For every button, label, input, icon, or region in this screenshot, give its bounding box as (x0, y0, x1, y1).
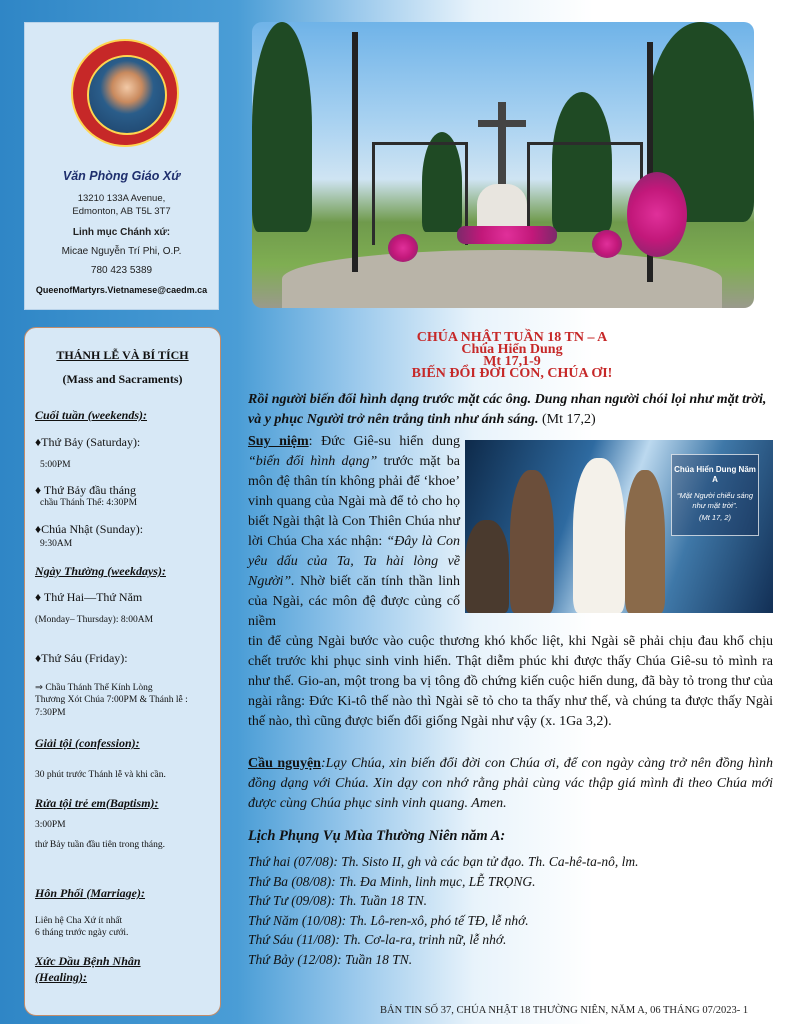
liturgy-text: : Tuần 18 TN. (337, 951, 413, 967)
liturgy-item (248, 911, 773, 931)
liturgy-text: : Th. Sisto II, gh và các bạn tử đạo. Th. Ca-hê-ta-nô, lm. (333, 854, 639, 869)
prayer-paragraph (248, 754, 773, 814)
weekend-heading: Cuối tuần (weekends): (35, 408, 148, 422)
mon-thu-label: ♦ Thứ Hai—Thứ Năm (35, 590, 143, 604)
mon-thu-time: (Monday– Thursday): 8:00AM (35, 615, 154, 625)
article-title-line1: CHÚA NHẬT TUẦN 18 TN – A (416, 330, 608, 345)
transfiguration-image (465, 440, 773, 613)
lead-quote-ref: (Mt 17,2) (542, 412, 596, 427)
liturgy-day: Thứ Bảy (12/08) (248, 951, 338, 967)
lead-quote-text: Rồi người biến đổi hình dạng trước mặt các ông. Dung nhan người chói lọi như mặt trời, và y phục Người trở nên trắng tinh như ánh sáng. (248, 392, 767, 427)
liturgy-day: Thứ hai (07/08) (248, 854, 334, 869)
marriage-heading: Hôn Phối (Marriage): (35, 886, 146, 900)
liturgy-day: Thứ Năm (10/08) (248, 912, 342, 928)
sunday-label: ♦Chúa Nhật (Sunday): (35, 522, 144, 536)
reflection-part1: : Đức Giê-su hiển dung (308, 434, 460, 449)
phone-number: 780 423 5389 (90, 265, 153, 276)
address-line-2: Edmonton, AB T5L 3T7 (72, 206, 171, 217)
weekday-heading: Ngày Thường (weekdays): (35, 564, 166, 578)
reflection-part2: trước mặt ba môn đệ thân tín không phải để ‘khoe’ vinh quang của Ngài mà để tỏ cho họ biết Ngài thật là Con Thiên Chúa như lời Chúa Cha xác nhận: (248, 454, 460, 549)
baptism-time: 3:00PM (35, 820, 66, 830)
liturgy-item (248, 852, 773, 872)
lead-quote (248, 390, 773, 430)
parish-info-card (24, 22, 219, 310)
article-title-line2: Chúa Hiển Dung (461, 342, 563, 357)
liturgy-day: Thứ Ba (08/08) (248, 873, 332, 889)
liturgy-text: : Th. Đa Minh, linh mục, LỄ TRỌNG. (331, 873, 536, 889)
healing-heading-line2: (Healing): (35, 970, 87, 984)
reflection-body: tin để củng Ngài bước vào cuộc thương khó khốc liệt, khi Ngài sẽ phải chịu đau khổ chịu chết trước khi phục sinh vinh hiển. Thật diễm phúc khi được thấy Chúa Giê-su tỏ mình ra như thế. Gio-an, một trong ba vị tông đồ chứng kiến cuộc hiển dung, đã bày tỏ trong thư của ngài rằng: Đức Ki-tô thế nào thì Ngài sẽ tỏ cho ta thấy như thế, và chúng ta được thấy Ngài thế nào, thì cũng được biến đổi giống Ngài như vậy (x. 1Ga 3,2). (248, 634, 773, 729)
first-saturday-note: chầu Thánh Thể: 4:30PM (40, 498, 138, 508)
mass-schedule-panel (24, 327, 221, 1016)
church-grotto-photo (252, 22, 754, 308)
image-badge (671, 454, 759, 536)
reflection-quote1: “biến đổi hình dạng” (248, 454, 378, 469)
email-link[interactable]: QueenofMartyrs.Vietnamese@caedm.ca (35, 285, 208, 295)
liturgy-text: : Th. Cơ-la-ra, trinh nữ, lễ nhớ. (335, 932, 507, 947)
confession-heading: Giải tội (confession): (35, 736, 140, 750)
liturgy-day: Thứ Tư (09/08) (248, 893, 331, 908)
badge-ref: (Mt 17, 2) (698, 513, 732, 522)
baptism-note: thứ Bảy tuần đầu tiên trong tháng. (35, 840, 165, 850)
friday-label: ♦Thứ Sáu (Friday): (35, 651, 128, 665)
reflection-intro (248, 432, 460, 632)
liturgy-item (248, 950, 773, 970)
badge-title: Chúa Hiển Dung Năm A (674, 465, 756, 484)
schedule-subtitle: (Mass and Sacraments) (62, 372, 183, 386)
liturgy-text: : Th. Lô-ren-xô, phó tế TĐ, lễ nhớ. (341, 912, 529, 928)
pastor-name: Micae Nguyễn Trí Phi, O.P. (61, 246, 182, 257)
pastor-label: Linh mục Chánh xứ: (72, 227, 171, 238)
friday-adoration-line2: Thương Xót Chúa 7:00PM & Thánh lễ : (35, 695, 188, 705)
liturgy-text: : Th. Tuần 18 TN. (330, 893, 428, 908)
healing-heading-line1: Xức Dầu Bệnh Nhân (35, 954, 141, 968)
confession-text: 30 phút trước Thánh lễ và khi cần. (35, 770, 166, 780)
reflection-label: Suy niệm (248, 434, 309, 449)
marriage-line-2: 6 tháng trước ngày cưới. (35, 928, 129, 938)
office-title: Văn Phòng Giáo Xứ (62, 169, 181, 183)
article-title-line4: BIẾN ĐỔI ĐỜI CON, CHÚA ƠI! (411, 366, 613, 381)
liturgy-title: Lịch Phụng Vụ Mùa Thường Niên năm A: (248, 828, 506, 844)
address-line-1: 13210 133A Avenue, (77, 193, 166, 204)
liturgy-item (248, 872, 773, 892)
friday-adoration-line1: ⇒ Chầu Thánh Thể Kính Lòng (35, 683, 153, 693)
liturgy-item (248, 891, 773, 911)
liturgy-day: Thứ Sáu (11/08) (248, 932, 336, 947)
saturday-time: 5:00PM (40, 460, 71, 470)
parish-seal-logo (71, 39, 179, 147)
saturday-label: ♦Thứ Bảy (Saturday): (35, 435, 141, 449)
baptism-heading: Rửa tội trẻ em(Baptism): (35, 796, 159, 810)
madonna-image (87, 55, 167, 135)
liturgy-item (248, 930, 773, 950)
schedule-title: THÁNH LỄ VÀ BÍ TÍCH (56, 348, 189, 362)
prayer-text: :Lạy Chúa, xin biến đổi đời con Chúa ơi, để con ngày càng trở nên đồng hình đồng dạng với Chúa. Xin dạy con nhớ rằng phải cùng vác thập giá mình đi theo Chúa mới được cùng Chúa phục sinh vinh quang. Amen. (248, 756, 774, 811)
liturgy-list (248, 852, 773, 969)
article-title-line3: Mt 17,1-9 (483, 354, 541, 369)
sunday-time: 9:30AM (40, 539, 73, 549)
friday-adoration-line3: 7:30PM (35, 708, 66, 718)
reflection-part3: Nhờ biết căn tính thần linh của Ngài, các môn đệ được củng cố niềm (248, 574, 460, 629)
footer-issue-line: BẢN TIN SỐ 37, CHÚA NHẬT 18 THƯỜNG NIÊN, NĂM A, 06 THÁNG 07/2023- 1 (380, 1005, 749, 1016)
first-saturday-label: ♦ Thứ Bảy đầu tháng (35, 483, 137, 497)
badge-quote: “Mặt Người chiếu sáng như mặt trời”. (677, 491, 753, 510)
reflection-quote2: “Đây là Con yêu dấu của Ta, Ta hài lòng về Người”. (248, 534, 460, 589)
marriage-line-1: Liên hệ Cha Xứ ít nhất (35, 916, 123, 926)
prayer-label: Cầu nguyện (248, 756, 321, 771)
